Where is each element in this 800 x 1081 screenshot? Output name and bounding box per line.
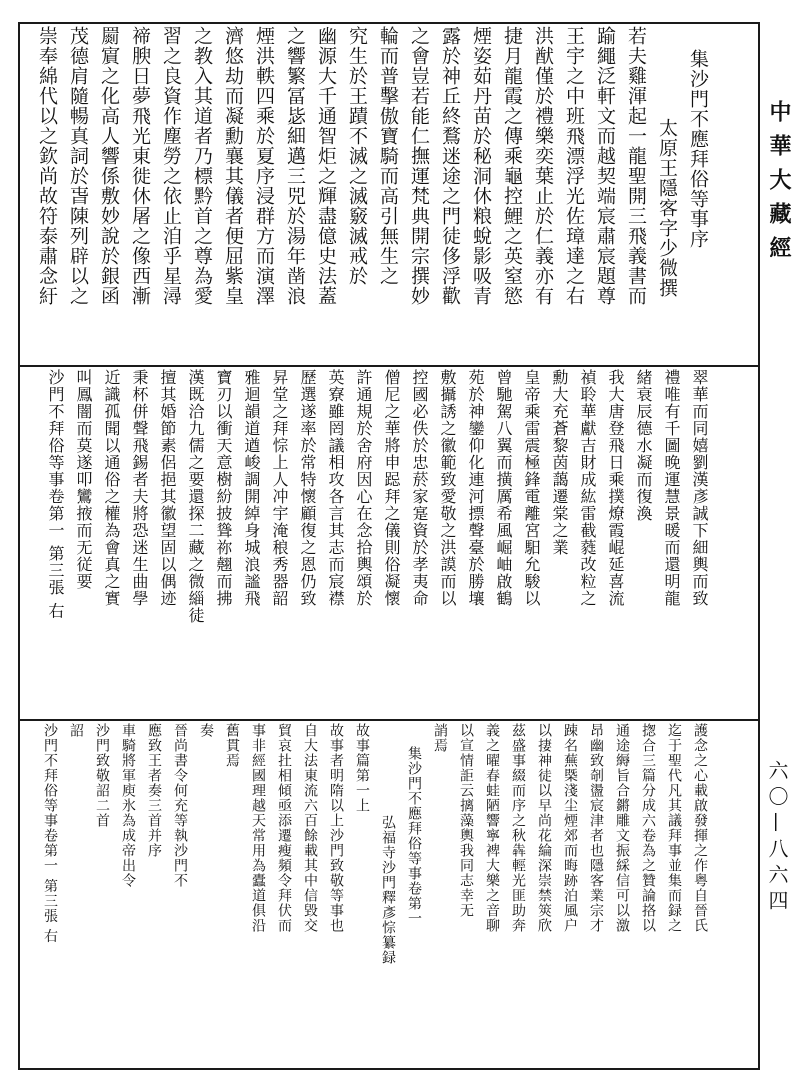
text-column: 雅迴韻道遒峻調開綽身城浪謐飛	[242, 369, 261, 607]
panel-1-column-author: 太原王隱客字少微撰	[656, 118, 678, 298]
text-column: 故事者明隋以上沙門致敬等事也	[328, 723, 344, 933]
text-column: 歷選遂率於常特懷顧復之恩仍致	[298, 369, 317, 607]
text-column: 奏	[198, 723, 214, 738]
text-column: 輪而普擊傲寶騎而高引無生之	[377, 26, 399, 286]
panel-1-column-title: 集沙門不應拜俗等事序	[687, 49, 709, 249]
text-column: 揔合三篇分成六卷為之贊論挌以	[640, 723, 656, 933]
side-title: 中華大藏經	[766, 100, 791, 270]
text-column: 曾馳駕八翼而撗厲希風崛岫啟鶴	[494, 369, 513, 607]
text-column: 煙洪軼四乘於夏序浸群方而演澤	[253, 26, 275, 306]
text-column: 義之曜春蛙陋響寧裨大樂之音聊	[484, 723, 500, 933]
text-column: 禮唯有千圖晚運慧景暖而還明龍	[662, 369, 681, 607]
text-column: 茲盛事綴而序之秋犇輕光匪助奔	[510, 723, 526, 933]
text-column: 秉杯併聲飛錫者夫將恐迷生曲學	[130, 369, 149, 607]
text-column: 翠華而同嬉劉漢彥誠下細輿而致	[690, 369, 709, 607]
text-column: 幽源大千通智炬之輝盡億史法蓋	[315, 26, 337, 306]
text-column: 之響繁冨毖細邁三兕於湯年凿浪	[284, 26, 306, 306]
text-column: 洪猷僅於禮樂奕葉止於仁義亦有	[532, 26, 554, 306]
text-column: 之教入其道者乃標黔首之尊為愛	[191, 26, 213, 306]
text-column: 之會豈若能仁撫運梵典開宗撰妙	[408, 26, 430, 306]
text-column: 我大唐登飛日乘撲燎霞崐延喜流	[606, 369, 625, 607]
text-column: 晉尚書令何充等執沙門不	[172, 723, 188, 888]
divider-upper	[20, 365, 758, 367]
text-column: 僧尼之華將申跽拜之儀則俗凝懷	[382, 369, 401, 607]
text-column: 英寮雖罔議相攻各言其志而宸襟	[326, 369, 345, 607]
text-column: 禘腴日夢飛光東徙休屠之像西漸	[129, 26, 151, 306]
text-column: 應致王者奏三首并序	[146, 723, 162, 858]
text-column: 以宣情詎云摛藻輿我同志幸无	[458, 723, 474, 918]
text-column: 沙門不拜俗等事卷第一 第三張 右	[46, 369, 65, 620]
text-column: 罽賔之化高人響係敷妙說於銀函	[98, 26, 120, 306]
divider-lower	[20, 719, 758, 721]
text-column: 踈名蕪槩淺尘煙郊而晦跡泊風户	[562, 723, 578, 933]
text-column: 捷月龍霞之傳乘龜控鯉之英窒慾	[501, 26, 523, 306]
text-column: 車騎將軍庾氷為成帝出令	[120, 723, 136, 888]
text-column: 護念之心載啟發揮之作粤自晉氏	[692, 723, 708, 933]
text-column: 漢既洽九儒之要還探二藏之微緇徒	[186, 369, 205, 624]
panel-1	[22, 26, 756, 363]
text-column: 沙門不拜俗等事卷第一 第三張 右	[42, 723, 58, 944]
folio-number: 六〇—八六四	[765, 760, 789, 916]
text-column: 以捿神徒以早尚花綸深崇禁筴欣	[536, 723, 552, 933]
text-column: 寶刃以衝天意樹紛披聳祢翹而拂	[214, 369, 233, 607]
text-column: 皇帝乘雷震極鋒電離宮馹允駿以	[522, 369, 541, 607]
text-column: 露於神丘終鶩迷途之門徒侈浮歡	[439, 26, 461, 306]
volume-title: 集沙門不應拜俗等事卷第一	[406, 746, 422, 926]
section-heading: 故事篇第一上	[354, 723, 370, 813]
text-column: 許通規於舍府因心在念拾輿頌於	[354, 369, 373, 607]
text-column: 近識孤聞以通俗之權為會真之實	[102, 369, 121, 607]
text-column: 叫鳳闇而莫遂叩鸞掖而无従要	[74, 369, 93, 590]
text-column: 昂幽致剞盪宸津者也隱客業宗才	[588, 723, 604, 933]
text-column: 若夫雞渾起一龍聖開三飛義書而	[625, 26, 647, 306]
text-column: 詔	[68, 723, 84, 738]
text-column: 敷攝誘之徽範致愛敬之洪謨而以	[438, 369, 457, 607]
text-column: 沙門致敬詔二首	[94, 723, 110, 828]
text-column: 舊貫焉	[224, 723, 240, 768]
panel-2	[22, 369, 756, 717]
text-column: 誚焉	[432, 723, 448, 753]
text-column: 踰繩泛軒文而越契端宸肅宸題尊	[594, 26, 616, 306]
text-column: 禎聆華獻吉財成紘雷截蕤改粒之	[578, 369, 597, 607]
text-column: 勳大充蒼黎茵藹遷棠之業	[550, 369, 569, 556]
compiler-credit: 弘福寺沙門釋彥悰纂録	[380, 815, 396, 965]
text-column: 濟悠劫而凝勳襄其儀者便屈紫皇	[222, 26, 244, 306]
text-column: 習之良資作塵勞之依止洎乎星潯	[160, 26, 182, 306]
text-column: 究生於王蹟不滅之滅竅滅戒於	[346, 26, 368, 286]
text-column: 迄于聖代凡其議拜事並集而録之	[666, 723, 682, 933]
text-column: 苑於神鑾仰化連河摽聲臺於勝壤	[466, 369, 485, 607]
text-column: 通途縟旨合鏘雕文振綵信可以激	[614, 723, 630, 933]
panel-3	[22, 723, 756, 1068]
text-column: 昇堂之拜悰上人冲宇淹稂秀器韶	[270, 369, 289, 607]
text-column: 茂德肩隨暢真詞於旾陳列辟以之	[67, 26, 89, 306]
text-column: 緒衰辰德水凝而復渙	[634, 369, 653, 522]
text-column: 擅其婚節素侶挹其徽望固以偶迹	[158, 369, 177, 607]
text-column: 事非經國理越天常用為蠹道俱沿	[250, 723, 266, 933]
text-column: 控國必佚於忠菸家寔資於孝夷命	[410, 369, 429, 607]
text-column: 貿哀扗相傾亟添遷瘦頻令拜伏而	[276, 723, 292, 933]
text-column: 煙姿茹丹苗於秘洞休粮蛻影吸青	[470, 26, 492, 306]
text-column: 崇奉綿代以之欽尚故符泰肅念紆	[36, 26, 58, 306]
text-column: 自大法東流六百餘載其中信毀交	[302, 723, 318, 933]
text-column: 王宇之中班飛漂浮光佐璋達之右	[563, 26, 585, 306]
